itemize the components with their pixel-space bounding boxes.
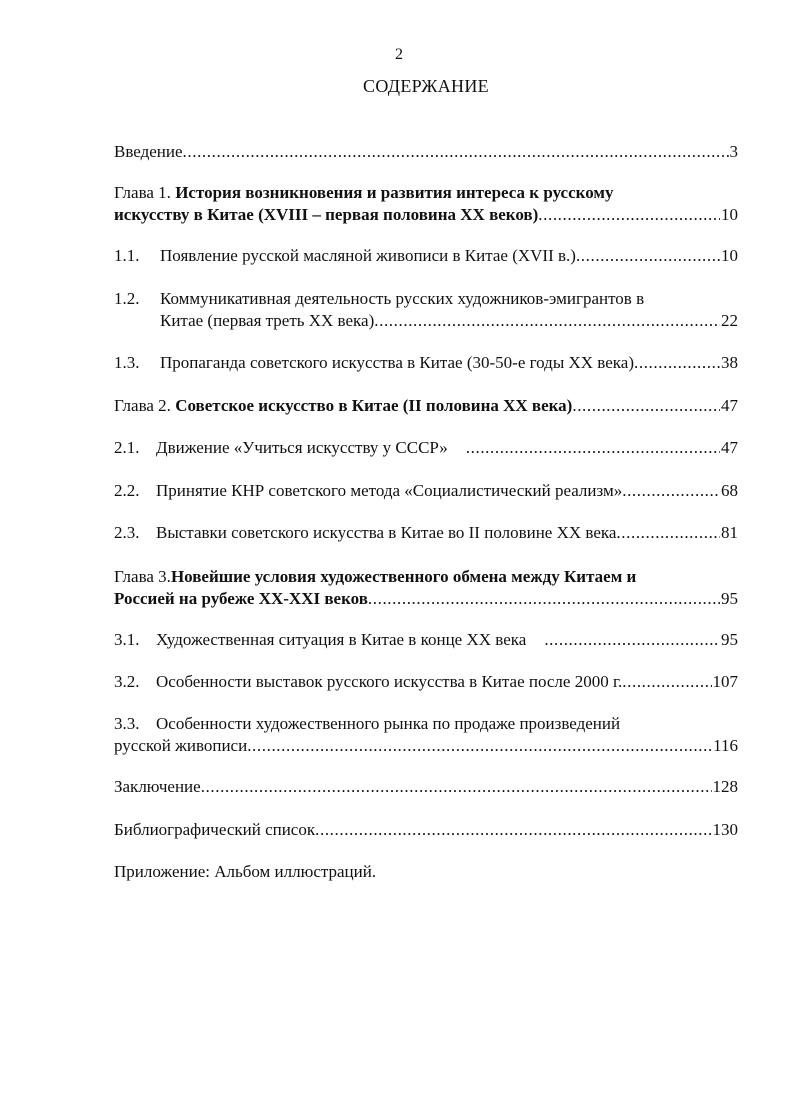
leader-dots <box>247 735 712 757</box>
leader-dots <box>622 671 711 693</box>
toc-entry-appendix <box>114 861 738 883</box>
page-number: 2 <box>395 46 403 63</box>
toc-entry-conclusion <box>114 776 738 798</box>
toc-page: 95 <box>721 589 738 608</box>
section-title: Особенности выставок русского искусства в Китае после 2000 г. <box>156 672 623 691</box>
toc-entry-1-2 <box>114 288 738 332</box>
toc-page: 130 <box>712 820 738 839</box>
page-title: СОДЕРЖАНИЕ <box>363 76 489 96</box>
chapter-title: Новейшие условия художественного обмена между Китаем и <box>170 567 637 586</box>
toc-page: 47 <box>721 438 738 457</box>
section-title-cont: Китае (первая треть XX века) <box>160 311 375 330</box>
toc-entry-3-2 <box>114 671 738 693</box>
toc-entry-1-1 <box>114 245 738 267</box>
toc-label: Библиографический список <box>114 820 316 839</box>
chapter-title-cont: Россией на рубеже XX-XXI веков <box>114 589 368 608</box>
section-title: Появление русской масляной живописи в Китае (XVII в.) <box>160 246 576 265</box>
toc-entry-3-1 <box>114 629 738 651</box>
toc-entry-2-2 <box>114 480 738 502</box>
leader-dots <box>466 437 720 459</box>
leader-dots <box>201 776 712 798</box>
leader-dots <box>374 310 720 332</box>
toc-label: Заключение <box>114 777 201 796</box>
section-number: 3.1. <box>114 630 140 649</box>
toc-page: 81 <box>721 523 738 542</box>
chapter-prefix: Глава 1. <box>114 183 171 202</box>
section-number: 2.1. <box>114 438 140 457</box>
section-title: Принятие КНР советского метода «Социалистический реализм» <box>156 481 623 500</box>
toc-page: 10 <box>721 246 738 265</box>
section-number: 1.2. <box>114 289 140 308</box>
toc-page: 3 <box>729 142 738 161</box>
toc-page: 107 <box>712 672 738 691</box>
section-number: 1.1. <box>114 246 140 265</box>
chapter-prefix: Глава 3. <box>114 567 171 586</box>
toc-page: 10 <box>721 205 738 224</box>
toc-page: 38 <box>721 353 738 372</box>
toc-entry-bibliography <box>114 819 738 841</box>
toc-entry-2-1 <box>114 437 738 459</box>
chapter-title-cont: искусству в Китае (XVIII – первая половина XX веков) <box>114 205 539 224</box>
section-title: Коммуникативная деятельность русских художников-эмигрантов в <box>160 289 645 308</box>
section-number: 3.3. <box>114 714 140 733</box>
toc-label: Приложение: Альбом иллюстраций. <box>114 862 377 881</box>
toc-entry-chapter-2 <box>114 395 738 417</box>
leader-dots <box>183 141 729 163</box>
section-number: 2.2. <box>114 481 140 500</box>
toc-entry-1-3 <box>114 352 738 374</box>
toc-page: 22 <box>721 311 738 330</box>
toc-entry-2-3 <box>114 522 738 544</box>
section-title: Движение «Учиться искусству у СССР» <box>156 438 448 457</box>
toc-entry-intro <box>114 141 738 163</box>
leader-dots <box>622 480 720 502</box>
toc-page: 116 <box>713 736 738 755</box>
toc-entry-chapter-3 <box>114 566 738 610</box>
leader-dots <box>538 204 720 226</box>
toc-page: 95 <box>721 630 738 649</box>
section-title: Художественная ситуация в Китае в конце XX века <box>156 630 527 649</box>
chapter-prefix: Глава 2. <box>114 396 171 415</box>
toc-entry-3-3 <box>114 713 738 757</box>
chapter-title: История возникновения и развития интереса к русскому <box>175 183 614 202</box>
leader-dots <box>315 819 711 841</box>
section-title: Выставки советского искусства в Китае во II половине XX века <box>156 523 617 542</box>
chapter-title: Советское искусство в Китае (II половина XX века) <box>175 396 573 415</box>
section-number: 1.3. <box>114 353 140 372</box>
section-number: 3.2. <box>114 672 140 691</box>
toc-page: 128 <box>712 777 738 796</box>
leader-dots <box>576 245 720 267</box>
toc-label: Введение <box>114 142 183 161</box>
section-title: Особенности художественного рынка по продаже произведений <box>156 714 621 733</box>
toc-entry-chapter-1 <box>114 182 738 226</box>
leader-dots <box>572 395 720 417</box>
toc-page: 68 <box>721 481 738 500</box>
leader-dots <box>616 522 720 544</box>
section-title-cont: русской живописи <box>114 736 248 755</box>
section-title: Пропаганда советского искусства в Китае (30-50-е годы XX века) <box>160 353 634 372</box>
toc-page: 47 <box>721 396 738 415</box>
leader-dots <box>368 588 720 610</box>
leader-dots <box>544 629 720 651</box>
section-number: 2.3. <box>114 523 140 542</box>
leader-dots <box>634 352 720 374</box>
